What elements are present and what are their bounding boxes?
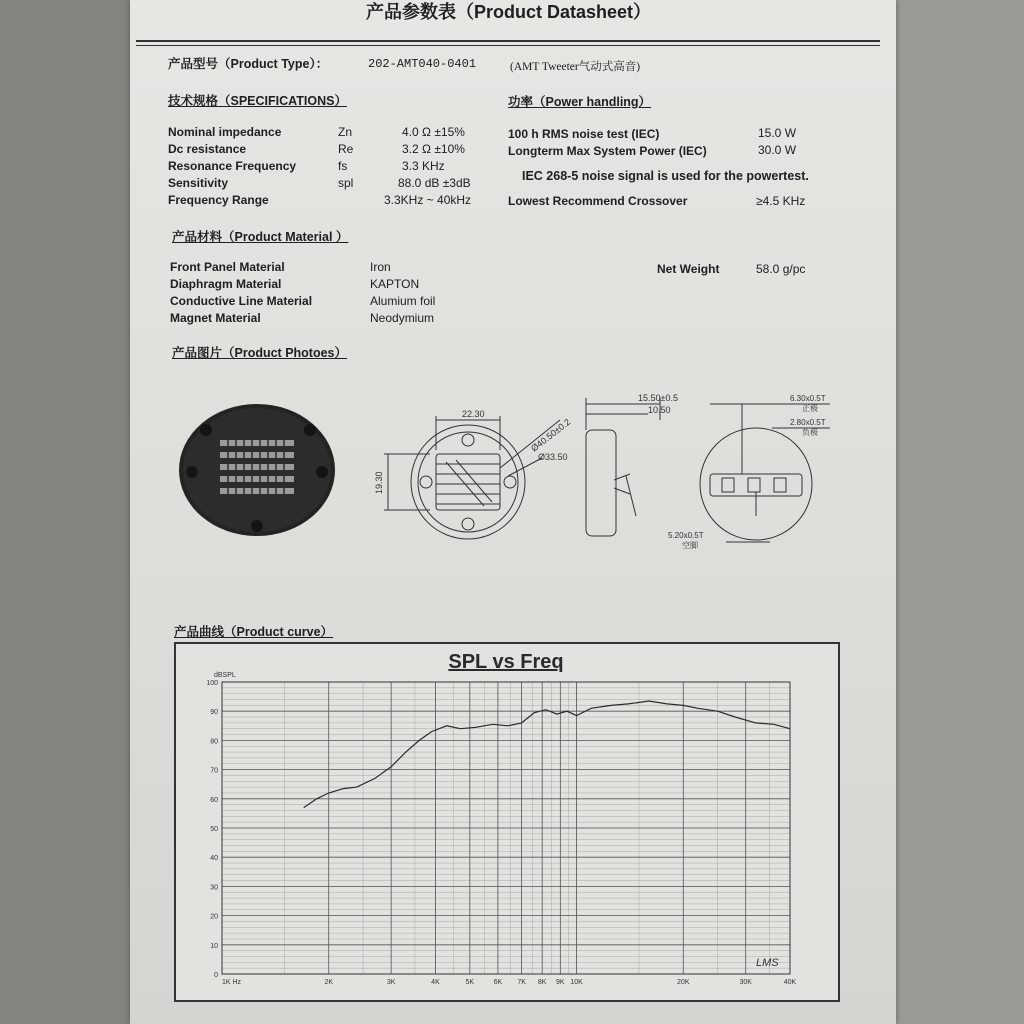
spec-value: 3.2 Ω ±10% (402, 142, 465, 156)
material-value: Neodymium (370, 311, 435, 325)
spec-value: 3.3 KHz (402, 159, 445, 173)
x-tick-label: 1K Hz (222, 979, 242, 986)
x-tick-label: 3K (386, 979, 396, 986)
power-note: IEC 268-5 noise signal is used for the powertest. (522, 169, 809, 183)
material-label: Conductive Line Material (170, 294, 313, 308)
tweeter-photo (179, 404, 335, 536)
curve-heading: 产品曲线（Product curve） (174, 625, 334, 639)
power-value: 15.0 W (758, 126, 797, 140)
dim-positive-note: 正极 (802, 404, 818, 413)
page-title: 产品参数表（Product Datasheet） (366, 2, 652, 22)
dim-width: 22.30 (462, 409, 485, 419)
spec-symbol: Zn (338, 125, 353, 139)
spec-symbol: Re (338, 142, 354, 156)
specs-heading: 技术规格（SPECIFICATIONS） (168, 94, 347, 108)
dim-empty-pin-note: 空脚 (682, 541, 698, 550)
y-tick-label: 70 (210, 767, 218, 775)
power-heading: 功率（Power handling） (508, 95, 652, 109)
spec-label: Nominal impedance (168, 125, 282, 139)
x-tick-label: 6K (493, 979, 503, 986)
spec-value: 88.0 dB ±3dB (398, 176, 471, 190)
power-label: Longterm Max System Power (IEC) (508, 144, 707, 158)
dim-positive: 6.30x0.5T (790, 394, 826, 403)
dim-outer-diameter: Ø40.50±0.2 (529, 416, 573, 454)
spec-label: Dc resistance (168, 142, 247, 156)
y-tick-label: 100 (206, 680, 218, 687)
material-label: Diaphragm Material (170, 277, 282, 291)
product-model: 202-AMT040-0401 (368, 57, 477, 71)
chart-title: SPL vs Freq (448, 651, 564, 673)
spec-symbol: spl (338, 176, 354, 190)
material-heading: 产品材料（Product Material ） (172, 230, 349, 244)
y-tick-label: 60 (210, 796, 218, 804)
material-value: Iron (370, 260, 391, 274)
x-tick-label: 10K (570, 979, 583, 986)
dim-negative: 2.80x0.5T (790, 418, 826, 427)
spec-symbol: fs (338, 159, 348, 173)
datasheet-page (130, 0, 896, 1024)
y-tick-label: 40 (210, 855, 218, 863)
y-tick-label: 10 (210, 942, 218, 950)
x-tick-label: 30K (739, 979, 752, 986)
material-label: Magnet Material (170, 311, 261, 325)
side-drawing (586, 398, 660, 536)
x-tick-label: 7K (517, 979, 526, 986)
y-tick-label: 90 (210, 709, 218, 717)
product-description: (AMT Tweeter气动式高音) (510, 61, 641, 73)
background-right (896, 0, 1024, 1024)
y-axis-label: dBSPL (214, 672, 236, 679)
x-tick-label: 40K (783, 979, 797, 986)
dim-negative-note: 负极 (802, 428, 818, 437)
x-tick-labels (222, 979, 797, 986)
dim-depth: 15.50±0.5 (638, 393, 678, 403)
photos-heading: 产品图片（Product Photoes） (172, 346, 348, 360)
power-label: 100 h RMS noise test (IEC) (508, 127, 660, 141)
dim-inner-diameter: Ø33.50 (538, 452, 568, 462)
x-tick-label: 8K (537, 979, 547, 986)
crossover-value: ≥4.5 KHz (756, 194, 806, 208)
net-weight-label: Net Weight (657, 262, 720, 276)
material-value: KAPTON (370, 277, 420, 291)
spec-label: Sensitivity (168, 176, 229, 190)
x-tick-label: 20K (677, 979, 690, 986)
background-left (0, 0, 130, 1024)
y-tick-label: 30 (210, 884, 218, 892)
material-value: Alumium foil (370, 294, 436, 308)
product-drawings (130, 380, 896, 580)
y-tick-label: 0 (214, 972, 218, 979)
spl-chart (176, 644, 838, 1000)
power-value: 30.0 W (758, 143, 797, 157)
y-tick-label: 20 (210, 913, 218, 921)
net-weight-value: 58.0 g/pc (756, 262, 806, 276)
spec-label: Resonance Frequency (168, 159, 297, 173)
product-type-label: 产品型号（Product Type）： (168, 57, 329, 71)
dim-body-depth: 10.50 (648, 405, 671, 415)
header-rule (136, 40, 880, 42)
crossover-label: Lowest Recommend Crossover (508, 194, 688, 208)
front-drawing (384, 416, 560, 539)
spec-value: 4.0 Ω ±15% (402, 125, 465, 139)
dim-height: 19.30 (374, 471, 384, 494)
header-rule-thin (136, 45, 880, 46)
y-tick-label: 50 (210, 826, 218, 833)
x-tick-label: 9K (556, 979, 565, 986)
x-tick-label: 5K (465, 979, 475, 986)
y-tick-labels (206, 680, 218, 979)
lms-signature: LMS (756, 957, 779, 969)
y-tick-label: 80 (210, 738, 218, 746)
spec-value: 3.3KHz ~ 40kHz (384, 193, 472, 207)
spec-label: Frequency Range (168, 193, 269, 207)
dim-empty-pin: 5.20x0.5T (668, 531, 704, 540)
material-label: Front Panel Material (170, 260, 285, 274)
x-tick-label: 2K (324, 979, 334, 986)
x-tick-label: 4K (431, 979, 440, 986)
chart-frame (174, 642, 840, 1002)
